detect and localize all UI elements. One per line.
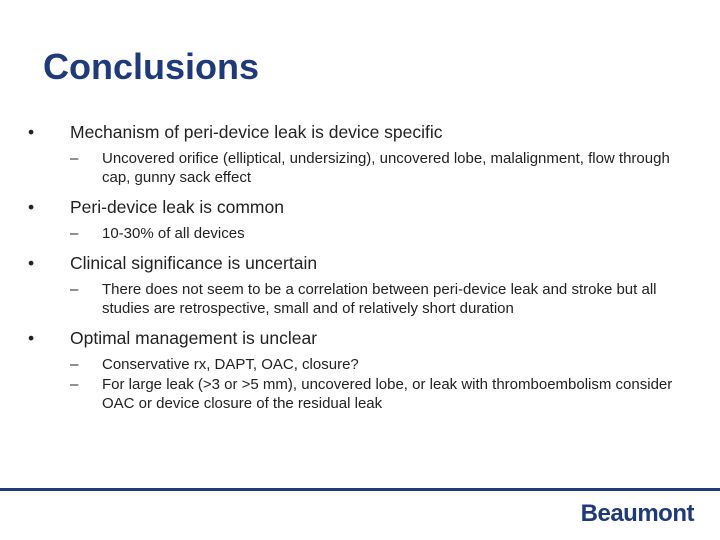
sub-bullet-marker: – xyxy=(70,356,79,373)
bullet-item-management xyxy=(28,327,688,349)
sub-bullet-text: There does not seem to be a correlation between peri-device leak and stroke but all studies are retrospective, small and of relatively short duration xyxy=(102,281,657,317)
sub-bullet-item xyxy=(28,355,688,374)
sub-bullet-list xyxy=(28,149,688,187)
sub-bullet-marker: – xyxy=(70,281,79,298)
sub-bullet-marker: – xyxy=(70,150,79,167)
bullet-text: Peri-device leak is common xyxy=(70,197,284,217)
bullet-marker: • xyxy=(28,253,35,273)
sub-bullet-item xyxy=(28,149,688,187)
bullet-item-mechanism xyxy=(28,121,688,143)
sub-bullet-text: Conservative rx, DAPT, OAC, closure? xyxy=(102,356,359,373)
sub-bullet-text: 10-30% of all devices xyxy=(102,225,245,242)
sub-bullet-list xyxy=(28,280,688,318)
sub-bullet-marker: – xyxy=(70,376,79,393)
bullet-list xyxy=(28,121,688,413)
bullet-text: Mechanism of peri-device leak is device specific xyxy=(70,122,443,142)
sub-bullet-list xyxy=(28,355,688,413)
sub-bullet-item xyxy=(28,224,688,243)
bullet-item-common xyxy=(28,196,688,218)
sub-bullet-item xyxy=(28,280,688,318)
bullet-text: Clinical significance is uncertain xyxy=(70,253,318,273)
sub-bullet-item xyxy=(28,375,688,413)
bullet-marker: • xyxy=(28,122,35,142)
bullet-item-significance xyxy=(28,252,688,274)
sub-bullet-text: Uncovered orifice (elliptical, undersizing), uncovered lobe, malalignment, flow through cap, gunny sack effect xyxy=(102,150,670,186)
footer-divider xyxy=(0,488,720,491)
bullet-text: Optimal management is unclear xyxy=(70,328,318,348)
sub-bullet-marker: – xyxy=(70,225,79,242)
sub-bullet-text: For large leak (>3 or >5 mm), uncovered lobe, or leak with thromboembolism consider OAC or device closure of the residual leak xyxy=(102,376,673,412)
sub-bullet-list xyxy=(28,224,688,243)
slide-title: Conclusions xyxy=(43,46,260,87)
bullet-marker: • xyxy=(28,328,35,348)
bullet-marker: • xyxy=(28,197,35,217)
beaumont-logo: Beaumont xyxy=(580,500,694,527)
